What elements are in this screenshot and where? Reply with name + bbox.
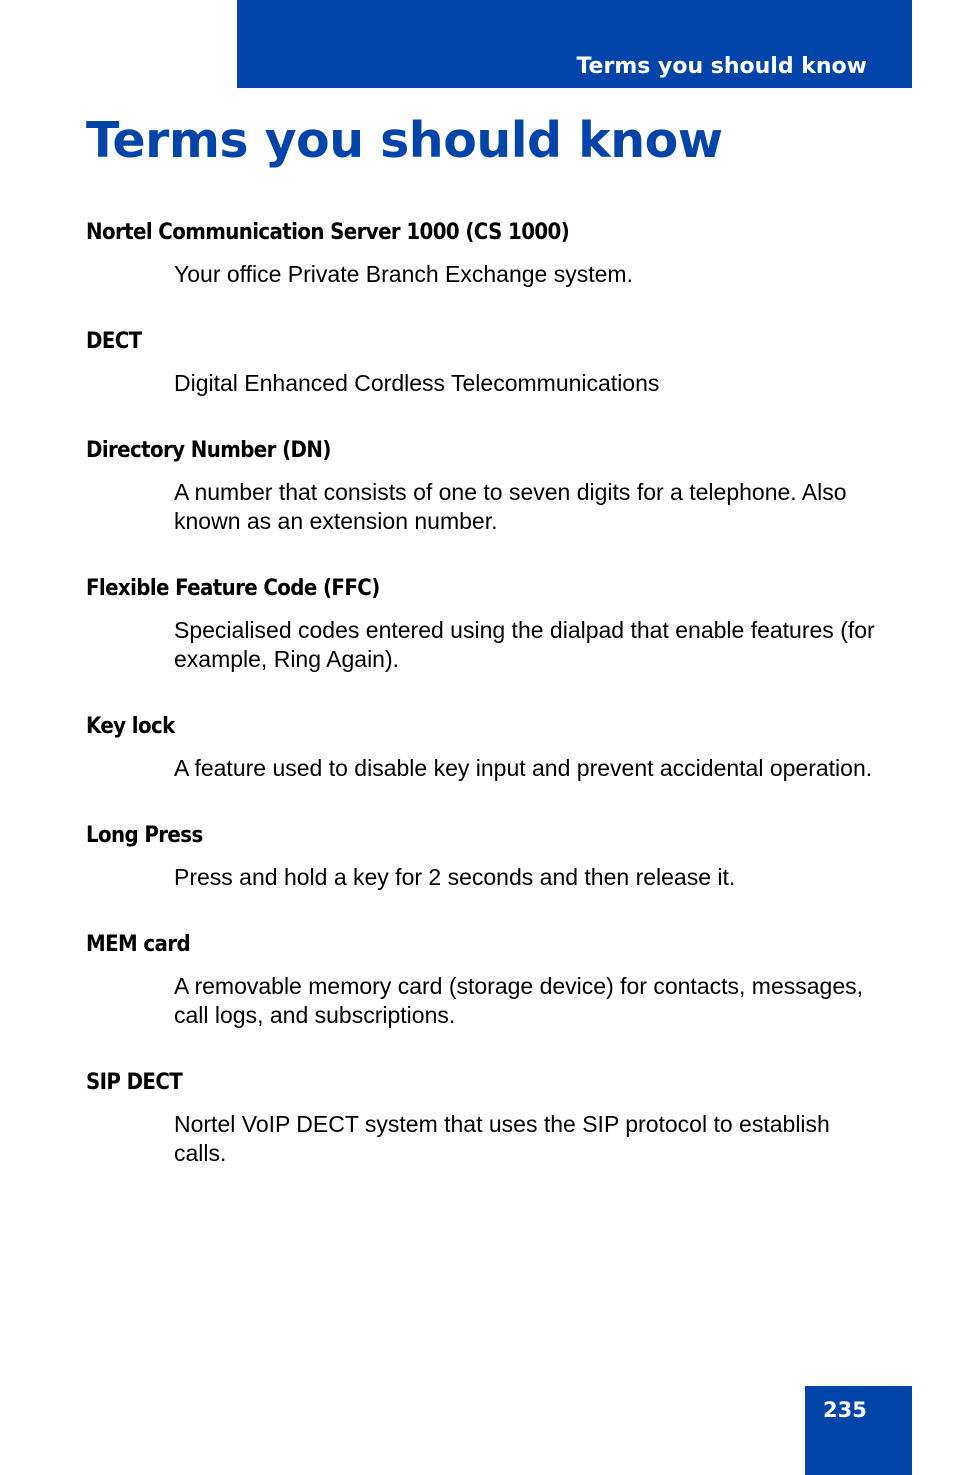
glossary-entry <box>86 327 876 398</box>
term-definition: Your office Private Branch Exchange system. <box>174 261 633 287</box>
term-name: Flexible Feature Code (FFC) <box>86 576 380 601</box>
term-definition: Specialised codes entered using the dialpad that enable features (for example, Ring Again). <box>174 617 875 672</box>
glossary-entry <box>86 712 876 783</box>
glossary-list <box>86 218 876 1206</box>
term-definition: A feature used to disable key input and prevent accidental operation. <box>174 755 873 781</box>
term-name: DECT <box>86 329 142 354</box>
page-title: Terms you should know <box>86 112 723 169</box>
header-band <box>237 0 912 88</box>
glossary-entry <box>86 574 876 674</box>
glossary-entry <box>86 930 876 1030</box>
page-number-box <box>805 1386 912 1475</box>
term-definition: Nortel VoIP DECT system that uses the SIP protocol to establish calls. <box>174 1111 830 1166</box>
term-name: Long Press <box>86 823 203 848</box>
page-number: 235 <box>823 1398 867 1422</box>
term-name: Key lock <box>86 714 175 739</box>
glossary-entry <box>86 218 876 289</box>
glossary-entry <box>86 1068 876 1168</box>
term-name: Directory Number (DN) <box>86 438 331 463</box>
term-definition: A removable memory card (storage device) for contacts, messages, call logs, and subscriptions. <box>174 973 864 1028</box>
term-name: MEM card <box>86 932 191 957</box>
term-definition: A number that consists of one to seven digits for a telephone. Also known as an extension number. <box>174 479 847 534</box>
term-definition: Press and hold a key for 2 seconds and then release it. <box>174 864 736 890</box>
term-name: Nortel Communication Server 1000 (CS 1000) <box>86 220 570 245</box>
term-definition: Digital Enhanced Cordless Telecommunications <box>174 370 660 396</box>
glossary-entry <box>86 436 876 536</box>
term-name: SIP DECT <box>86 1070 183 1095</box>
glossary-entry <box>86 821 876 892</box>
running-header-title: Terms you should know <box>576 54 867 79</box>
